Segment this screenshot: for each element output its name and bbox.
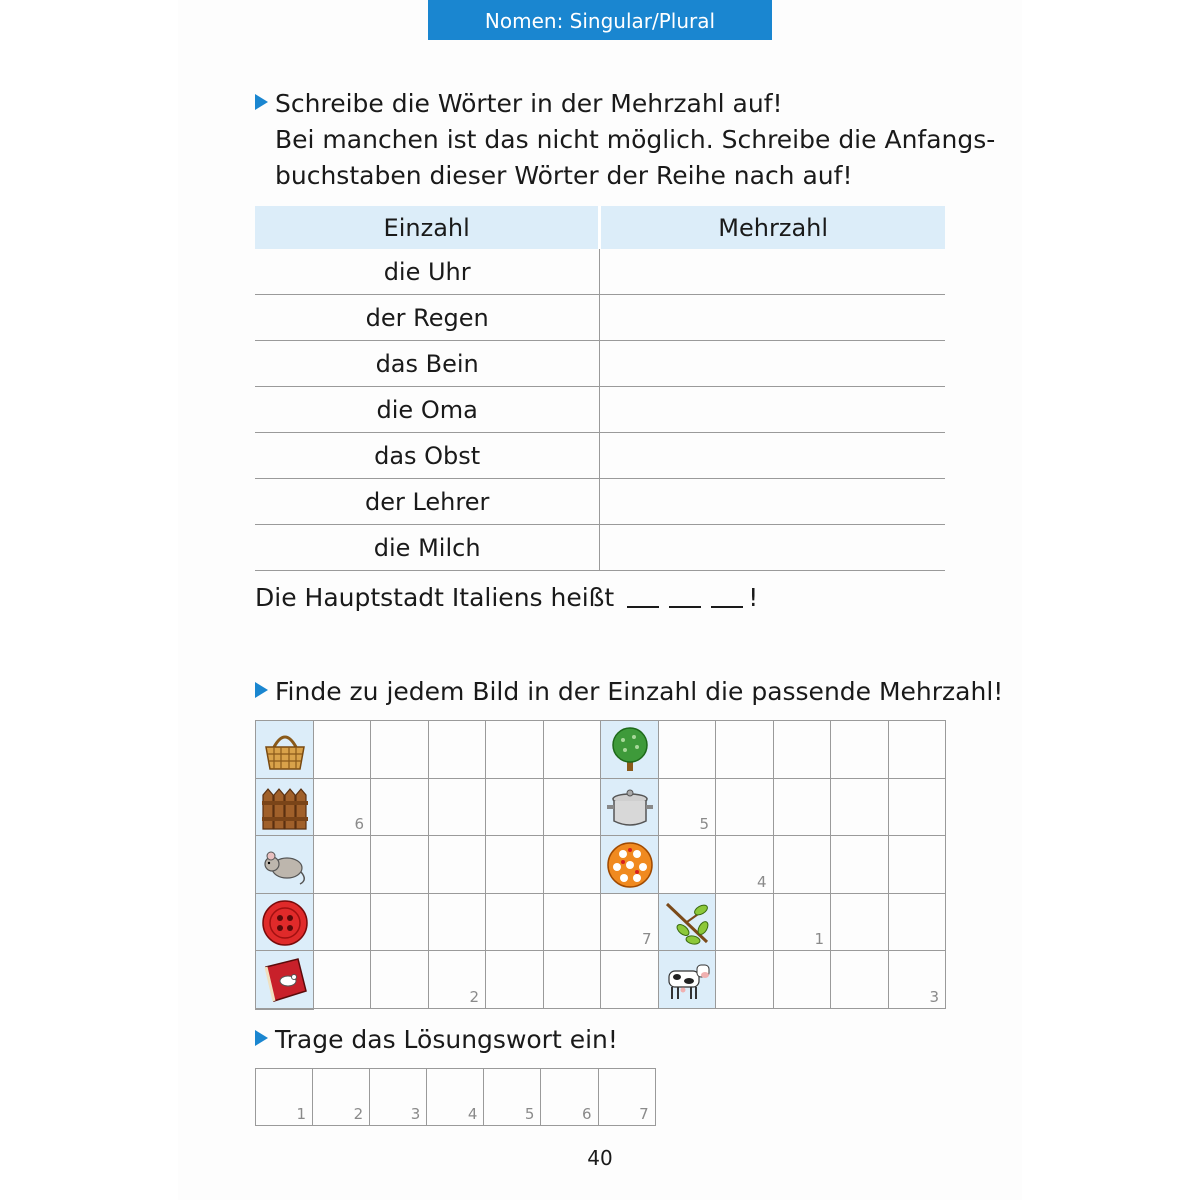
grid-number: 6 [354, 815, 364, 833]
capital-blank-3[interactable] [711, 582, 743, 608]
pot-icon [605, 783, 655, 833]
grid-cell[interactable] [314, 721, 372, 779]
solution-letter-box[interactable] [370, 1069, 427, 1126]
word-table [255, 206, 945, 571]
grid-cell[interactable] [544, 951, 602, 1009]
plural-answer-field[interactable] [600, 249, 945, 295]
solution-letter-box[interactable] [541, 1069, 598, 1126]
grid-cell[interactable] [889, 836, 947, 894]
grid-cell[interactable] [371, 779, 429, 837]
grid-cell[interactable] [774, 951, 832, 1009]
plural-answer-field[interactable] [600, 341, 945, 387]
grid-cell[interactable] [486, 836, 544, 894]
grid-number: 2 [469, 987, 479, 1006]
grid-cell[interactable] [716, 721, 774, 779]
grid-cell[interactable] [659, 779, 717, 837]
grid-cell[interactable] [601, 894, 659, 952]
solution-number: 5 [524, 1105, 535, 1123]
task1-instruction [255, 86, 995, 194]
task3-text: Trage das Lösungswort ein! [275, 1025, 618, 1054]
grid-cell[interactable] [659, 836, 717, 894]
table-row [255, 479, 945, 525]
grid-cell[interactable] [831, 779, 889, 837]
singular-word: das Bein [255, 341, 600, 387]
book-icon [260, 955, 310, 1005]
singular-word: das Obst [255, 433, 600, 479]
grid-number: 7 [641, 930, 652, 948]
solution-number: 4 [467, 1105, 478, 1123]
task2-text: Finde zu jedem Bild in der Einzahl die passende Mehrzahl! [275, 677, 1004, 706]
grid-cell[interactable] [889, 721, 947, 779]
grid-cell[interactable] [486, 779, 544, 837]
grid-cell[interactable] [314, 836, 372, 894]
grid-cell[interactable] [774, 721, 832, 779]
grid-cell-picture [601, 836, 659, 894]
table-row [255, 525, 945, 571]
grid-cell[interactable] [831, 951, 889, 1009]
grid-cell[interactable] [429, 721, 487, 779]
capital-question [255, 580, 758, 616]
grid-cell[interactable] [314, 894, 372, 952]
solution-number: 2 [353, 1105, 364, 1123]
grid-cell[interactable] [544, 779, 602, 837]
solution-number: 6 [582, 1105, 592, 1123]
grid-cell[interactable] [716, 951, 774, 1009]
page-number: 40 [587, 1146, 613, 1170]
grid-cell[interactable] [544, 836, 602, 894]
grid-cell[interactable] [774, 836, 832, 894]
tree-icon [605, 725, 655, 775]
task1-line1: Schreibe die Wörter in der Mehrzahl auf! [275, 89, 783, 118]
grid-cell[interactable] [889, 779, 947, 837]
solution-letter-box[interactable] [427, 1069, 484, 1126]
grid-cell-picture [601, 721, 659, 779]
header-einzahl: Einzahl [255, 206, 600, 249]
grid-cell[interactable] [601, 951, 659, 1009]
singular-word: die Uhr [255, 249, 600, 295]
table-row [255, 295, 945, 341]
grid-cell-picture [256, 721, 314, 779]
grid-cell[interactable] [889, 951, 947, 1009]
grid-number: 3 [929, 987, 939, 1006]
triangle-bullet-icon [255, 1030, 268, 1046]
grid-cell[interactable] [486, 951, 544, 1009]
grid-cell[interactable] [371, 721, 429, 779]
grid-cell[interactable] [716, 779, 774, 837]
grid-cell-picture [659, 894, 717, 952]
task3-instruction [255, 1022, 618, 1058]
grid-cell[interactable] [429, 951, 487, 1009]
mouse-icon [260, 840, 310, 890]
solution-number: 1 [296, 1105, 307, 1123]
header-mehrzahl: Mehrzahl [600, 206, 945, 249]
cow-icon [663, 955, 713, 1005]
capital-text: Die Hauptstadt Italiens heißt [255, 583, 615, 612]
triangle-bullet-icon [255, 682, 268, 698]
grid-cell-picture [256, 894, 314, 952]
task2-instruction [255, 674, 1003, 710]
grid-cell[interactable] [371, 951, 429, 1009]
grid-cell[interactable] [716, 836, 774, 894]
plural-answer-field[interactable] [600, 387, 945, 433]
grid-cell[interactable] [314, 951, 372, 1009]
grid-cell[interactable] [429, 779, 487, 837]
grid-cell-picture [659, 951, 717, 1009]
branch-icon [663, 898, 713, 948]
grid-cell[interactable] [314, 779, 372, 837]
grid-cell[interactable] [831, 836, 889, 894]
table-row [255, 387, 945, 433]
basket-icon [260, 725, 310, 775]
grid-number: 4 [756, 872, 767, 891]
plural-answer-field[interactable] [600, 433, 945, 479]
solution-letter-box[interactable] [599, 1069, 656, 1126]
fence-icon [260, 783, 310, 833]
solution-word-boxes [255, 1068, 656, 1126]
button-icon [260, 898, 310, 948]
grid-cell[interactable] [544, 894, 602, 952]
capital-blank-1[interactable] [627, 582, 659, 608]
grid-cell[interactable] [716, 894, 774, 952]
grid-cell[interactable] [659, 721, 717, 779]
solution-letter-box[interactable] [313, 1069, 370, 1126]
grid-cell[interactable] [371, 836, 429, 894]
word-grid [255, 720, 946, 1010]
task1-line3: buchstaben dieser Wörter der Reihe nach auf! [275, 161, 853, 190]
grid-cell-picture [256, 951, 314, 1009]
singular-word: die Milch [255, 525, 600, 571]
plural-answer-field[interactable] [600, 525, 945, 571]
grid-cell[interactable] [429, 836, 487, 894]
grid-number: 1 [814, 930, 824, 948]
grid-cell[interactable] [774, 894, 832, 952]
solution-number: 7 [639, 1105, 649, 1123]
table-row [255, 341, 945, 387]
singular-word: die Oma [255, 387, 600, 433]
grid-cell[interactable] [429, 894, 487, 952]
solution-number: 3 [410, 1105, 421, 1123]
grid-cell-picture [256, 836, 314, 894]
solution-letter-box[interactable] [484, 1069, 541, 1126]
grid-cell[interactable] [486, 894, 544, 952]
grid-cell[interactable] [831, 721, 889, 779]
grid-cell[interactable] [486, 721, 544, 779]
plural-answer-field[interactable] [600, 479, 945, 525]
triangle-bullet-icon [255, 94, 268, 110]
plural-answer-field[interactable] [600, 295, 945, 341]
singular-word: der Lehrer [255, 479, 600, 525]
table-row [255, 433, 945, 479]
grid-cell[interactable] [544, 721, 602, 779]
table-row [255, 249, 945, 295]
page-header: Nomen: Singular/Plural [428, 0, 772, 40]
grid-cell[interactable] [256, 1009, 314, 1010]
capital-end: ! [748, 583, 759, 612]
grid-cell-picture [256, 779, 314, 837]
singular-word: der Regen [255, 295, 600, 341]
ball-icon [605, 840, 655, 890]
grid-cell[interactable] [831, 894, 889, 952]
grid-cell[interactable] [371, 894, 429, 952]
capital-blank-2[interactable] [669, 582, 701, 608]
solution-letter-box[interactable] [256, 1069, 313, 1126]
grid-cell-picture [601, 779, 659, 837]
grid-cell[interactable] [889, 894, 947, 952]
task1-line2: Bei manchen ist das nicht möglich. Schreibe die Anfangs- [275, 125, 996, 154]
grid-cell[interactable] [774, 779, 832, 837]
grid-number: 5 [699, 815, 709, 833]
